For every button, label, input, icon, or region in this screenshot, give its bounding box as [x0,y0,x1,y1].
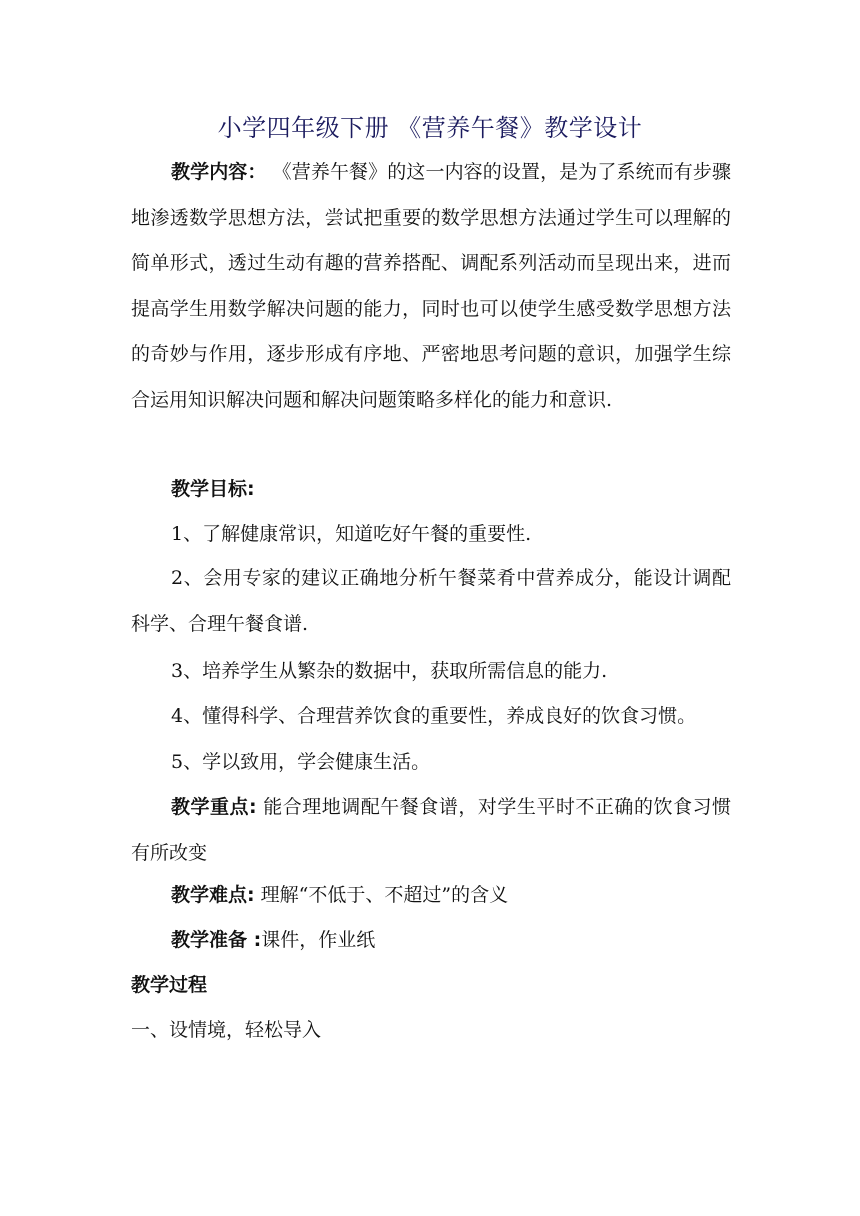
key-point-text: 能合理地调配午餐食谱，对学生平时不正确的饮食习惯有所改变 [131,796,731,864]
process-heading: 教学过程 [131,974,208,996]
objective-item-4: 4、懂得科学、合理营养饮食的重要性，养成良好的饮食习惯。 [171,705,697,727]
objective-item-1: 1、了解健康常识，知道吃好午餐的重要性. [171,523,532,545]
objective-item-5: 5、学以致用，学会健康生活。 [171,751,431,773]
preparation-line [171,925,375,955]
preparation-text: 课件，作业纸 [261,929,376,951]
process-step-1: 一、设情境，轻松导入 [131,1019,322,1041]
content-paragraph [131,150,731,423]
key-point-label: 教学重点: [171,796,257,818]
key-point-paragraph [131,785,731,876]
content-text: 《营养午餐》的这一内容的设置，是为了系统而有步骤地渗透数学思想方法，尝试把重要的数学思想方法通过学生可以理解的简单形式，透过生动有趣的营养搭配、调配系列活动而呈现出来，进而提高学生用数学解决问题的能力，同时也可以使学生感受数学思想方法的奇妙与作用，逐步形成有序地、严密地思考问题的意识，加强学生综合运用知识解决问题和解决问题策略多样化的能力和意识. [131,161,731,411]
difficulty-line [171,880,508,910]
objectives-label: 教学目标: [171,478,255,500]
content-label: 教学内容： [171,161,267,183]
objective-item-2: 2、会用专家的建议正确地分析午餐菜肴中营养成分，能设计调配科学、合理午餐食谱. [131,567,731,635]
difficulty-label: 教学难点: [171,884,255,906]
document-title: 小学四年级下册 《营养午餐》教学设计 [217,114,643,142]
objective-item-3: 3、培养学生从繁杂的数据中，获取所需信息的能力. [171,660,608,682]
difficulty-text: 理解“不低于、不超过”的含义 [254,884,509,906]
preparation-label: 教学准备 : [171,929,262,951]
